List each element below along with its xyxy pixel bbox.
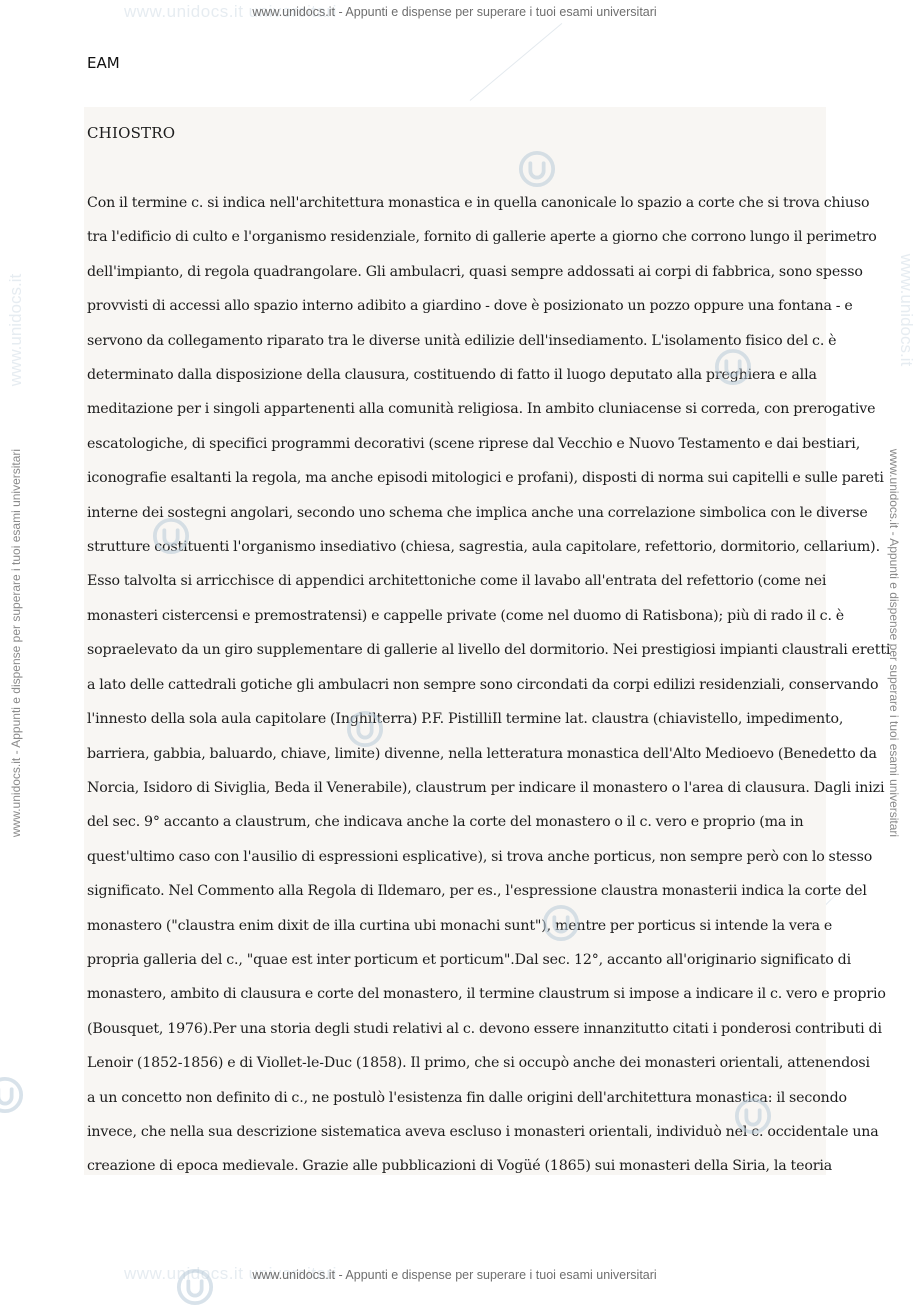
watermark-banner-left: www.unidocs.it - Appunti e dispense per superare i tuoi esami universitari — [9, 448, 23, 838]
body-line: monasteri cistercensi e premostratensi) e cappelle private (come nel duomo di Ratisbona); più di rado il c. è — [87, 607, 845, 624]
body-line: escatologiche, di specifici programmi decorativi (scene riprese dal Vecchio e Nuovo Testamento e dai bestiari, — [87, 435, 861, 452]
unidocs-logo-icon — [176, 1268, 214, 1306]
body-line: propria galleria del c., "quae est inter porticum et porticum".Dal sec. 12°, accanto all'originario significato di — [87, 951, 851, 968]
body-line: significato. Nel Commento alla Regola di Ildemaro, per es., l'espressione claustra monasterii indica la corte del — [87, 883, 867, 900]
body-line: barriera, gabbia, baluardo, chiave, limite) divenne, nella letteratura monastica dell'Alto Medioevo (Benedetto da — [87, 745, 877, 762]
body-line: tra l'edificio di culto e l'organismo residenziale, fornito di gallerie aperte a giorno che corrono lungo il perimetro — [87, 229, 877, 246]
body-line: a lato delle cattedrali gotiche gli ambulacri non sempre sono circondati da corpi edilizi residenziali, conservando — [87, 676, 879, 693]
body-line: Lenoir (1852-1856) e di Viollet-le-Duc (1858). Il primo, che si occupò anche dei monasteri orientali, attenendosi — [87, 1055, 870, 1072]
body-line: monastero, ambito di clausura e corte del monastero, il termine claustrum si impose a indicare il c. vero e proprio — [87, 986, 886, 1003]
ghost-watermark-bottom: www.unidocs.it universitari — [124, 1264, 337, 1283]
body-line: strutture costituenti l'organismo insediativo (chiesa, sagrestia, aula capitolare, refettorio, dormitorio, cellarium). — [87, 539, 880, 556]
unidocs-logo-icon — [542, 904, 580, 942]
watermark-banner-bottom: www.unidocs.it - Appunti e dispense per superare i tuoi esami universitari — [252, 1268, 657, 1282]
body-line: meditazione per i singoli appartenenti alla comunità religiosa. In ambito cluniacense si correda, con prerogative — [87, 401, 876, 418]
unidocs-logo-icon — [0, 1076, 24, 1114]
body-line: del sec. 9° accanto a claustrum, che indicava anche la corte del monastero o il c. vero e proprio (ma in — [87, 814, 804, 831]
watermark-stroke — [470, 23, 563, 101]
body-line: iconografie esaltanti la regola, ma anche episodi mitologici e profani), disposti di norma sui capitelli e sulle pareti — [87, 470, 884, 487]
watermark-banner-right: www.unidocs.it - Appunti e dispense per superare i tuoi esami universitari — [887, 448, 901, 838]
document-header: EAM — [87, 54, 120, 72]
body-line: interne dei sostegni angolari, secondo uno schema che implica anche una correlazione simbolica con le diverse — [87, 504, 868, 521]
body-line: monastero ("claustra enim dixit de illa curtina ubi monachi sunt"), mentre per porticus si intende la vera e — [87, 917, 833, 934]
unidocs-logo-icon — [518, 150, 556, 188]
body-line: a un concetto non definito di c., ne postulò l'esistenza fin dalle origini dell'architettura monastica: il secondo — [87, 1089, 847, 1106]
body-line: Con il termine c. si indica nell'architettura monastica e in quella canonicale lo spazio a corte che si trova chiuso — [87, 195, 870, 211]
unidocs-logo-icon — [152, 517, 190, 555]
body-line: sopraelevato da un giro supplementare di gallerie al livello del dormitorio. Nei prestigiosi impianti claustrali eretti — [87, 642, 891, 659]
body-text — [87, 186, 891, 1184]
body-line: servono da collegamento riparato tra le diverse unità edilizie dell'insediamento. L'isolamento fisico del c. è — [87, 332, 837, 349]
ghost-watermark-top: www.unidocs.it universitari — [124, 2, 337, 21]
body-line: determinato dalla disposizione della clausura, costituendo di fatto il luogo deputato alla preghiera e alla — [87, 367, 817, 384]
section-title: CHIOSTRO — [87, 124, 176, 142]
body-line: provvisti di accessi allo spazio interno adibito a giardino - dove è posizionato un pozzo oppure una fontana - e — [87, 298, 853, 315]
side-ghost-watermark-right: www.unidocs.it — [897, 253, 916, 367]
body-line: Norcia, Isidoro di Siviglia, Beda il Venerabile), claustrum per indicare il monastero o l'area di clausura. Dagli inizi — [87, 779, 885, 796]
unidocs-logo-icon — [734, 1097, 772, 1135]
body-line: creazione di epoca medievale. Grazie alle pubblicazioni di Vogüé (1865) sui monasteri della Siria, la teoria — [87, 1158, 833, 1175]
side-ghost-watermark-left: www.unidocs.it — [6, 273, 26, 387]
unidocs-logo-icon — [346, 710, 384, 748]
body-line: Esso talvolta si arricchisce di appendici architettoniche come il lavabo all'entrata del refettorio (come nei — [87, 573, 827, 590]
body-line: invece, che nella sua descrizione sistematica aveva escluso i monasteri orientali, individuò nel c. occidentale una — [87, 1123, 879, 1140]
body-line: dell'impianto, di regola quadrangolare. Gli ambulacri, quasi sempre addossati ai corpi di fabbrica, sono spesso — [87, 263, 863, 280]
body-line: l'innesto della sola aula capitolare (Inghilterra) P.F. PistilliIl termine lat. claustra (chiavistello, impedimento, — [87, 711, 844, 728]
watermark-banner-top: www.unidocs.it - Appunti e dispense per superare i tuoi esami universitari — [252, 5, 657, 19]
body-line: quest'ultimo caso con l'ausilio di espressioni esplicative), si trova anche porticus, non sempre però con lo stesso — [87, 848, 873, 865]
body-line: (Bousquet, 1976).Per una storia degli studi relativi al c. devono essere innanzitutto citati i ponderosi contributi di — [87, 1020, 882, 1037]
unidocs-logo-icon — [714, 348, 752, 386]
